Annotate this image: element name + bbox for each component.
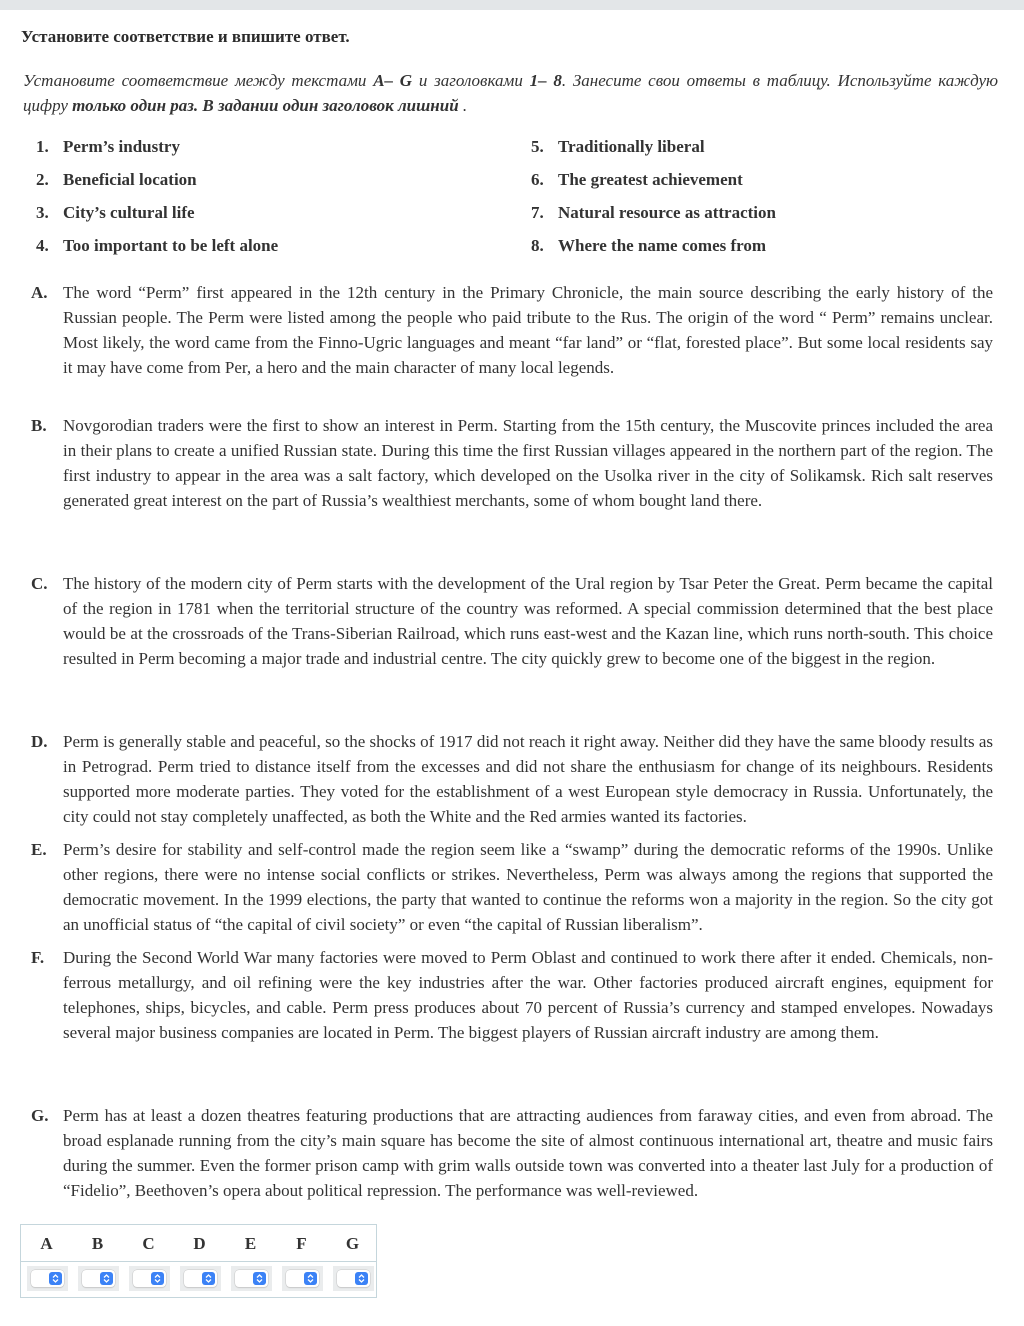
text-body: The history of the modern city of Perm starts with the development of the Ural region by Tsar Peter the Great. Perm became the capital of the region in 1781 when the territorial structure of the country was reformed. A special commission determined that the best place would be at the crossroads of the Trans-Siberian Railroad, which runs east-west and the Kazan line, which runs north-south. This choice resulted in Perm becoming a major trade and industrial centre. The city quickly grew to become one of the biggest in the region. <box>63 574 993 668</box>
answer-select-e[interactable] <box>235 1270 268 1287</box>
column-label-d: D <box>193 1234 206 1253</box>
heading-item <box>531 203 776 223</box>
answer-table-header <box>21 1225 376 1262</box>
text-body: Perm’s desire for stability and self-control made the region seem like a “swamp” during the democratic reforms of the 1990s. Unlike other regions, there were no intense social conflicts or strikes. Nevertheless, Perm was always among the regions that supported the democratic movement. In the 1999 elections, the party that wanted to continue the reforms won a majority in the region. So the city got an unofficial status of “the capital of civil society” or even “the capital of Russian liberalism”. <box>63 840 993 934</box>
heading-item <box>531 137 705 157</box>
instruction-text <box>23 68 998 118</box>
heading-number: 2. <box>36 170 49 189</box>
answer-select-g[interactable] <box>337 1270 370 1287</box>
answer-select-f[interactable] <box>286 1270 319 1287</box>
text-body: Perm is generally stable and peaceful, so the shocks of 1917 did not reach it right away. Neither did they have the same bloody results as in Petrograd. Perm tried to distance itself from the excesses and did not share the enthusiasm for change of its neighbours. Residents supported more moderate parties. They voted for the establishment of a west European style democracy in Russia. Unfortunately, the city could not stay completely unaffected, as both the White and the Red armies wanted its factories. <box>63 732 993 826</box>
text-body: During the Second World War many factories were moved to Perm Oblast and continued to work there after it ended. Chemicals, non-ferrous metallurgy, and oil refining were the key industries after the war. Other factories produced aircraft engines, equipment for telephones, ships, bicycles, and cable. Perm press produces about 70 percent of Russia’s currency and stamped envelopes. Nowadays several major business companies are located in Perm. The biggest players of Russian aircraft industry are among them. <box>63 948 993 1042</box>
text-item-e <box>31 837 993 937</box>
heading-item <box>36 236 278 256</box>
heading-number: 1. <box>36 137 49 156</box>
text-item-c <box>31 571 993 671</box>
heading-item <box>36 203 195 223</box>
instruction-part: и заголовками <box>412 71 530 90</box>
text-letter: G. <box>31 1106 49 1125</box>
heading-item <box>531 236 766 256</box>
text-letter: D. <box>31 732 48 751</box>
text-letter: A. <box>31 283 48 302</box>
select-updown-icon <box>151 1272 164 1285</box>
instruction-part: . Занесите свои ответы в таблицу. Используйте каждую цифру <box>23 71 999 115</box>
heading-number: 4. <box>36 236 49 255</box>
heading-number: 5. <box>531 137 544 156</box>
answer-select-c[interactable] <box>133 1270 166 1287</box>
answer-cell-b <box>78 1266 119 1291</box>
answer-cell-a <box>27 1266 68 1291</box>
answer-cell-e <box>231 1266 272 1291</box>
text-body: Perm has at least a dozen theatres featuring productions that are attracting audiences from faraway cities, and even from abroad. The broad esplanade running from the city’s main square has become the site of almost continuous international art, theatre and music fairs during the summer. Even the former prison camp with grim walls outside town was converted into a theater last July for a production of “Fidelio”, Beethoven’s opera about political repression. The performance was well-reviewed. <box>63 1106 993 1200</box>
text-item-g <box>31 1103 993 1203</box>
answer-select-b[interactable] <box>82 1270 115 1287</box>
answer-cell-c <box>129 1266 170 1291</box>
answer-table <box>20 1224 377 1298</box>
instruction-range-texts: A– G <box>373 71 413 90</box>
heading-text: Too important to be left alone <box>63 236 279 255</box>
column-label-c: C <box>142 1234 155 1253</box>
select-updown-icon <box>355 1272 368 1285</box>
heading-number: 8. <box>531 236 544 255</box>
instruction-bold-tail: только один раз. В задании один заголовок лишний <box>72 96 459 115</box>
heading-text: City’s cultural life <box>63 203 195 222</box>
text-letter: C. <box>31 574 48 593</box>
answer-row <box>21 1262 376 1298</box>
instruction-range-headings: 1– 8 <box>529 71 562 90</box>
top-bar <box>0 0 1024 10</box>
select-updown-icon <box>202 1272 215 1285</box>
select-updown-icon <box>100 1272 113 1285</box>
heading-number: 6. <box>531 170 544 189</box>
answer-select-a[interactable] <box>31 1270 64 1287</box>
heading-item <box>36 170 197 190</box>
instruction-part: . <box>458 96 468 115</box>
heading-item <box>531 170 743 190</box>
answer-select-d[interactable] <box>184 1270 217 1287</box>
heading-text: Perm’s industry <box>63 137 180 156</box>
text-letter: E. <box>31 840 47 859</box>
select-updown-icon <box>253 1272 266 1285</box>
heading-text: Natural resource as attraction <box>558 203 776 222</box>
answer-cell-d <box>180 1266 221 1291</box>
text-body: Novgorodian traders were the first to show an interest in Perm. Starting from the 15th century, the Muscovite princes included the area in their plans to create a unified Russian state. During this time the first Russian villages appeared in the northern part of the region. The first industry to appear in the area was a salt factory, which developed on the Usolka river in the city of Solikamsk. Rich salt reserves generated great interest on the part of Russia’s wealthiest merchants, some of whom bought land there. <box>63 416 993 510</box>
text-letter: F. <box>31 948 45 967</box>
heading-item <box>36 137 180 157</box>
heading-text: Traditionally liberal <box>558 137 705 156</box>
task-title: Установите соответствие и впишите ответ. <box>21 27 350 46</box>
heading-number: 7. <box>531 203 544 222</box>
text-letter: B. <box>31 416 47 435</box>
heading-text: Beneficial location <box>63 170 197 189</box>
instruction-part: Установите соответствие между текстами <box>23 71 374 90</box>
column-label-a: A <box>40 1234 53 1253</box>
select-updown-icon <box>304 1272 317 1285</box>
select-updown-icon <box>49 1272 62 1285</box>
answer-cell-g <box>333 1266 374 1291</box>
column-label-g: G <box>345 1234 360 1253</box>
heading-text: The greatest achievement <box>558 170 743 189</box>
column-label-b: B <box>91 1234 104 1253</box>
text-item-a <box>31 280 993 380</box>
text-item-b <box>31 413 993 513</box>
column-label-e: E <box>244 1234 257 1253</box>
heading-number: 3. <box>36 203 49 222</box>
text-body: The word “Perm” first appeared in the 12th century in the Primary Chronicle, the main source describing the early history of the Russian people. The Perm were listed among the people who paid tribute to the Rus. The origin of the word “ Perm” remains unclear. Most likely, the word came from the Finno-Ugric languages and meant “far land” or “flat, forested place”. But some local residents say it may have come from Per, a hero and the main character of many local legends. <box>63 283 993 377</box>
heading-text: Where the name comes from <box>558 236 767 255</box>
column-label-f: F <box>296 1234 307 1253</box>
answer-cell-f <box>282 1266 323 1291</box>
text-item-d <box>31 729 993 829</box>
text-item-f <box>31 945 993 1045</box>
